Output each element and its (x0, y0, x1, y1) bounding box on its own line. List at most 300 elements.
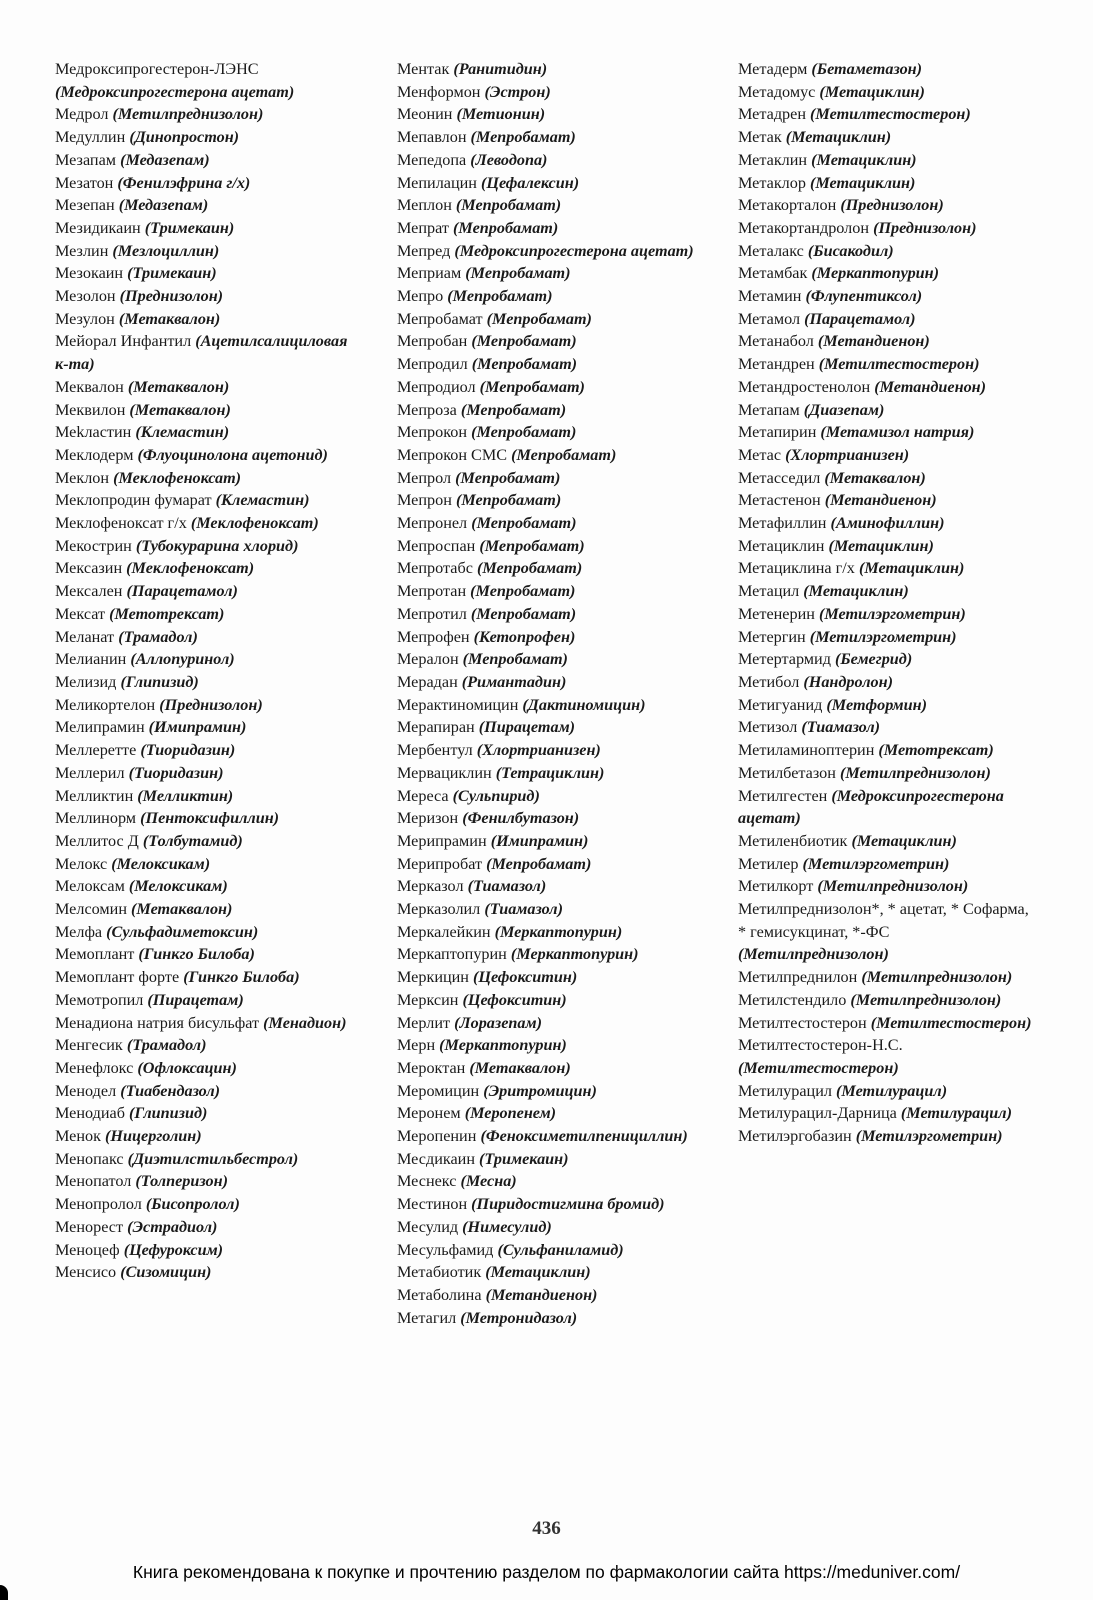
active-substance-ref: (Метионин) (456, 105, 546, 124)
drug-name: Мелокс (55, 854, 108, 873)
active-substance-ref: (Мепробамат) (455, 468, 561, 487)
drug-name: Метастенон (738, 491, 821, 510)
drug-name: Мепрат (397, 218, 449, 237)
dictionary-entry (397, 489, 697, 512)
drug-name: Мепротан (397, 582, 467, 601)
dictionary-entry (397, 1170, 697, 1193)
drug-name: Мепилацин (397, 173, 477, 192)
active-substance-ref: (Мепробамат) (511, 445, 617, 464)
active-substance-ref: (Мепробамат) (471, 332, 577, 351)
active-substance-ref: (Мепробамат) (471, 514, 577, 533)
drug-name: Меллитос Д (55, 831, 139, 850)
active-substance-ref: (Метациклин) (485, 1263, 591, 1282)
active-substance-ref: (Пирацетам) (478, 718, 576, 737)
dictionary-entry (397, 875, 697, 898)
drug-name: Мезокаин (55, 264, 124, 283)
dictionary-entry (397, 217, 697, 240)
active-substance-ref: (Метандиенон) (485, 1285, 598, 1304)
dictionary-column-3 (738, 58, 1038, 1148)
drug-name: Мелсомин (55, 900, 127, 919)
dictionary-entry (55, 1193, 355, 1216)
dictionary-entry (397, 421, 697, 444)
dictionary-entry (738, 103, 1038, 126)
active-substance-ref: (Хлортрианизен) (476, 741, 601, 760)
dictionary-entry (397, 1193, 697, 1216)
drug-name: Метамин (738, 287, 802, 306)
active-substance-ref: (Имипрамин) (148, 718, 247, 737)
dictionary-entry (55, 285, 355, 308)
active-substance-ref: (Меркаптопурин) (439, 1036, 567, 1055)
drug-name: Медуллин (55, 128, 126, 147)
active-substance-ref: (Тиоридазин) (128, 763, 224, 782)
drug-name: Мерксин (397, 990, 459, 1009)
drug-name: Меллинорм (55, 809, 137, 828)
drug-name: Меликортелон (55, 695, 156, 714)
dictionary-entry (738, 580, 1038, 603)
active-substance-ref: (Меропенем) (464, 1104, 557, 1123)
active-substance-ref: (Клемастин) (135, 423, 230, 442)
active-substance-ref: (Метаквалон) (127, 377, 230, 396)
dictionary-entry (55, 1216, 355, 1239)
drug-name: Мезепан (55, 196, 115, 215)
drug-name: Мепред (397, 241, 451, 260)
dictionary-entry (738, 172, 1038, 195)
dictionary-entry (738, 626, 1038, 649)
active-substance-ref: (Метформин) (826, 695, 927, 714)
drug-name: Мервациклин (397, 763, 492, 782)
active-substance-ref: (Метотрексат) (109, 604, 225, 623)
dictionary-entry (55, 512, 355, 535)
dictionary-entry (55, 240, 355, 263)
active-substance-ref: (Парацетамол) (804, 309, 916, 328)
active-substance-ref: (Глипизид) (129, 1104, 208, 1123)
dictionary-entry (738, 217, 1038, 240)
drug-name: Метадомус (738, 82, 816, 101)
drug-name: Метадерм (738, 60, 808, 78)
active-substance-ref: (Метамизол натрия) (820, 423, 975, 442)
drug-name: Мерапиран (397, 718, 475, 737)
drug-name: Меркицин (397, 968, 469, 987)
active-substance-ref: (Меркаптопурин) (494, 922, 623, 941)
active-substance-ref: (Метациклин) (819, 82, 925, 101)
dictionary-entry (55, 421, 355, 444)
drug-name: Ментак (397, 60, 450, 78)
dictionary-entry (55, 943, 355, 966)
active-substance-ref: (Офлоксацин) (137, 1058, 237, 1077)
active-substance-ref: (Медроксипрогестерона ацетат) (454, 241, 694, 260)
drug-name: Мемотропил (55, 990, 144, 1009)
drug-name: Мезатон (55, 173, 114, 192)
active-substance-ref: (Тиамазол) (484, 900, 563, 919)
dictionary-entry (397, 512, 697, 535)
corner-mark (0, 1585, 8, 1600)
active-substance-ref: (Ницерголин) (105, 1127, 202, 1146)
active-substance-ref: (Мепробамат) (471, 355, 578, 374)
drug-name: Мексат (55, 604, 106, 623)
drug-name: Менопролол (55, 1195, 142, 1214)
dictionary-entry (55, 739, 355, 762)
active-substance-ref: (Мепробамат) (447, 287, 553, 306)
drug-name: Меронем (397, 1104, 461, 1123)
dictionary-entry (738, 376, 1038, 399)
active-substance-ref: (Мепробамат) (455, 491, 562, 510)
active-substance-ref: (Фенилбутазон) (462, 809, 580, 828)
dictionary-entry (738, 1034, 1038, 1079)
dictionary-entry (55, 217, 355, 240)
dictionary-entry (55, 694, 355, 717)
dictionary-column-1 (55, 58, 355, 1284)
active-substance-ref: (Тетрациклин) (495, 763, 605, 782)
drug-name: Метибол (738, 672, 800, 691)
drug-name: Мепавлон (397, 128, 467, 147)
drug-name: Мезапам (55, 150, 117, 169)
drug-name: Метанабол (738, 332, 814, 351)
active-substance-ref: (Динопростон) (129, 128, 240, 147)
drug-name: Менсисо (55, 1263, 117, 1282)
drug-name: Мепедопа (397, 150, 467, 169)
active-substance-ref: (Тримекаин) (144, 218, 235, 237)
drug-name: Мезулон (55, 309, 115, 328)
drug-name: Метенерин (738, 604, 815, 623)
active-substance-ref: (Мелоксикам) (128, 877, 228, 896)
active-substance-ref: (Мелоксикам) (111, 854, 211, 873)
drug-name: Мелоксам (55, 877, 125, 896)
dictionary-entry (397, 81, 697, 104)
drug-name: Меквилон (55, 400, 126, 419)
dictionary-entry (55, 58, 355, 103)
active-substance-ref: (Бемегрид) (835, 650, 913, 669)
dictionary-entry (738, 671, 1038, 694)
drug-name: Метабиотик (397, 1263, 482, 1282)
footer-recommendation: Книга рекомендована к покупке и прочтению разделом по фармакологии сайта https://meduniver.com/ (132, 1562, 961, 1582)
dictionary-entry (55, 1261, 355, 1284)
drug-name: Мепрокон СМС (397, 445, 508, 464)
active-substance-ref: (Диазепам) (803, 400, 885, 419)
dictionary-entry (397, 353, 697, 376)
drug-name: Меквалон (55, 377, 124, 396)
active-substance-ref: (Метилтестостерон) (810, 105, 971, 124)
active-substance-ref: (Гинкго Билоба) (138, 945, 255, 964)
drug-name: Местинон (397, 1195, 468, 1214)
dictionary-entry (738, 489, 1038, 512)
dictionary-entry (55, 172, 355, 195)
dictionary-entry (55, 603, 355, 626)
dictionary-entry (738, 81, 1038, 104)
dictionary-entry (397, 58, 697, 81)
active-substance-ref: (Метаквалон) (824, 468, 926, 487)
dictionary-entry (55, 489, 355, 512)
active-substance-ref: (Мепробамат) (476, 559, 583, 578)
dictionary-entry (55, 330, 355, 375)
drug-name: Мепрол (397, 468, 452, 487)
dictionary-entry (55, 1239, 355, 1262)
dictionary-entry (55, 308, 355, 331)
dictionary-entry (397, 785, 697, 808)
dictionary-entry (55, 1102, 355, 1125)
active-substance-ref: (Эстрон) (484, 82, 551, 101)
dictionary-entry (738, 308, 1038, 331)
dictionary-entry (55, 966, 355, 989)
active-substance-ref: (Преднизолон) (159, 695, 263, 714)
drug-name: Мексазин (55, 559, 123, 578)
drug-name: Метергин (738, 627, 806, 646)
drug-name: Мералон (397, 650, 459, 669)
drug-name: Меклодерм (55, 445, 134, 464)
drug-name: Месулид (397, 1217, 459, 1236)
active-substance-ref: (Хлортрианизен) (785, 445, 910, 464)
active-substance-ref: (Мепробамат) (471, 423, 577, 442)
active-substance-ref: (Аллопуринол) (130, 650, 235, 669)
active-substance-ref: (Пентоксифиллин) (140, 809, 280, 828)
drug-name: Меплон (397, 196, 452, 215)
drug-name: Метилтестостерон-Н.С. (738, 1036, 903, 1055)
dictionary-entry (738, 694, 1038, 717)
dictionary-entry (397, 671, 697, 694)
drug-name: Месдикаин (397, 1149, 475, 1168)
dictionary-entry (397, 1080, 697, 1103)
drug-name: Метациклина г/х (738, 559, 855, 578)
active-substance-ref: (Преднизолон) (873, 218, 977, 237)
dictionary-entry (55, 535, 355, 558)
drug-name: Метигуанид (738, 695, 823, 714)
dictionary-entry (397, 762, 697, 785)
active-substance-ref: (Мепробамат) (470, 128, 576, 147)
dictionary-entry (738, 762, 1038, 785)
active-substance-ref: (Тиоридазин) (140, 741, 236, 760)
active-substance-ref: (Мепробамат) (462, 650, 568, 669)
dictionary-entry (397, 1239, 697, 1262)
active-substance-ref: (Метронидазол) (460, 1308, 578, 1327)
drug-name: Метилстендило (738, 990, 847, 1009)
active-substance-ref: (Имипрамин) (490, 831, 589, 850)
dictionary-entry (55, 580, 355, 603)
active-substance-ref: (Гинкго Билоба) (183, 968, 300, 987)
dictionary-entry (55, 830, 355, 853)
dictionary-entry (55, 785, 355, 808)
drug-name: Менодел (55, 1081, 117, 1100)
active-substance-ref: (Мепробамат) (470, 582, 576, 601)
dictionary-entry (55, 126, 355, 149)
active-substance-ref: (Пирацетам) (147, 990, 244, 1009)
drug-name: Мепро (397, 287, 444, 306)
drug-name: Мепроспан (397, 536, 476, 555)
active-substance-ref: (Меклофеноксат) (190, 514, 319, 533)
active-substance-ref: (Метациклин) (851, 831, 957, 850)
active-substance-ref: (Метотрексат) (878, 741, 994, 760)
active-substance-ref: (Тримекаин) (127, 264, 217, 283)
drug-name: Менадиона натрия бисульфат (55, 1013, 260, 1032)
drug-name: Мепробамат (397, 309, 483, 328)
dictionary-entry (397, 853, 697, 876)
dictionary-entry (397, 807, 697, 830)
drug-name: Мелликтин (55, 786, 134, 805)
active-substance-ref: (Метандиенон) (817, 332, 930, 351)
dictionary-entry (55, 467, 355, 490)
dictionary-entry (397, 399, 697, 422)
dictionary-entry (55, 716, 355, 739)
drug-name: Метилтестостерон (738, 1013, 867, 1032)
dictionary-entry (397, 1307, 697, 1330)
active-substance-ref: (Преднизолон) (119, 287, 224, 306)
active-substance-ref: (Трамадол) (118, 627, 198, 646)
dictionary-entry (55, 875, 355, 898)
active-substance-ref: (Медроксипрогестерона ацетат) (55, 82, 295, 101)
dictionary-entry (397, 1261, 697, 1284)
drug-name: Медроксипрогестерон-ЛЭНС (55, 60, 259, 78)
drug-name: Мероктан (397, 1058, 466, 1077)
active-substance-ref: (Метилтестостерон) (818, 355, 980, 374)
drug-name: Метиламиноптерин (738, 741, 875, 760)
active-substance-ref: (Метилпреднизолон) (817, 877, 969, 896)
active-substance-ref: (Дактиномицин) (522, 695, 646, 714)
active-substance-ref: (Месна) (460, 1172, 517, 1191)
drug-name: Метандрен (738, 355, 815, 374)
drug-name: Мерлит (397, 1013, 451, 1032)
dictionary-entry (397, 240, 697, 263)
drug-name: Меkластин (55, 423, 132, 442)
dictionary-entry (55, 1034, 355, 1057)
dictionary-entry (397, 126, 697, 149)
active-substance-ref: (Флупентиксол) (805, 287, 923, 306)
dictionary-entry (397, 603, 697, 626)
dictionary-entry (738, 399, 1038, 422)
dictionary-entry (738, 989, 1038, 1012)
drug-name: Метаклин (738, 150, 808, 169)
drug-name: Мепротабс (397, 559, 473, 578)
drug-name: Меркалейкин (397, 922, 491, 941)
dictionary-entry (738, 467, 1038, 490)
dictionary-entry (397, 1012, 697, 1035)
dictionary-entry (738, 1125, 1038, 1148)
dictionary-entry (397, 557, 697, 580)
active-substance-ref: (Меклофеноксат) (113, 468, 242, 487)
dictionary-entry (397, 194, 697, 217)
active-substance-ref: (Лоразепам) (454, 1013, 542, 1032)
drug-name: Меклопродин фумарат (55, 491, 212, 510)
drug-name: Метамбак (738, 264, 808, 283)
active-substance-ref: (Тубокурарина хлорид) (135, 536, 299, 555)
active-substance-ref: (Тиабендазол) (120, 1081, 221, 1100)
dictionary-entry (397, 1034, 697, 1057)
dictionary-entry (738, 353, 1038, 376)
drug-name: Мепрофен (397, 627, 470, 646)
active-substance-ref: (Медазепам) (120, 150, 210, 169)
dictionary-entry (738, 330, 1038, 353)
active-substance-ref: (Бетаметазон) (811, 60, 923, 78)
active-substance-ref: (Ацетилсалициловая к-та) (55, 332, 348, 374)
active-substance-ref: (Метилпреднизолон) (112, 105, 264, 124)
active-substance-ref: (Метилурацил) (900, 1104, 1012, 1123)
active-substance-ref: (Мезлоциллин) (112, 241, 220, 260)
dictionary-entry (397, 694, 697, 717)
drug-name: Мепродиол (397, 377, 476, 396)
dictionary-entry (55, 1012, 355, 1035)
dictionary-entry (738, 739, 1038, 762)
dictionary-entry (738, 830, 1038, 853)
drug-name: Метадрен (738, 105, 806, 124)
dictionary-entry (397, 966, 697, 989)
active-substance-ref: (Метилэргометрин) (809, 627, 957, 646)
active-substance-ref: (Сульфадиметоксин) (106, 922, 259, 941)
drug-name: Мепронел (397, 514, 468, 533)
dictionary-entry (55, 853, 355, 876)
drug-name: Меснекс (397, 1172, 457, 1191)
drug-name: Метамол (738, 309, 801, 328)
drug-name: Мереса (397, 786, 449, 805)
drug-name: Мезолон (55, 287, 116, 306)
dictionary-entry (397, 1125, 697, 1148)
dictionary-entry (397, 648, 697, 671)
active-substance-ref: (Медазепам) (118, 196, 209, 215)
dictionary-entry (55, 898, 355, 921)
drug-name: Метак (738, 128, 782, 147)
drug-name: Меланат (55, 627, 115, 646)
active-substance-ref: (Нандролон) (803, 672, 893, 691)
drug-name: Металакс (738, 241, 804, 260)
dictionary-entry (55, 1170, 355, 1193)
drug-name: Мелфа (55, 922, 103, 941)
active-substance-ref: (Диэтилстильбестрол) (127, 1149, 299, 1168)
active-substance-ref: (Цефалексин) (481, 173, 580, 192)
active-substance-ref: (Толбутамид) (142, 831, 243, 850)
active-substance-ref: (Мелликтин) (137, 786, 234, 805)
active-substance-ref: (Преднизолон) (840, 196, 944, 215)
dictionary-entry (397, 626, 697, 649)
drug-name: Метилкорт (738, 877, 814, 896)
drug-name: Мексален (55, 582, 123, 601)
drug-name: Мемоплант (55, 945, 135, 964)
drug-name: Мерактиномицин (397, 695, 519, 714)
dictionary-entry (397, 989, 697, 1012)
drug-name: Метертармид (738, 650, 831, 669)
dictionary-entry (55, 149, 355, 172)
active-substance-ref: (Метациклин) (858, 559, 965, 578)
dictionary-entry (55, 444, 355, 467)
active-substance-ref: (Трамадол) (126, 1036, 207, 1055)
drug-name: Мейорал Инфантил (55, 332, 192, 351)
dictionary-entry (738, 262, 1038, 285)
dictionary-entry (55, 376, 355, 399)
dictionary-entry (397, 921, 697, 944)
dictionary-entry (55, 989, 355, 1012)
active-substance-ref: (Метилэргометрин) (855, 1127, 1003, 1146)
active-substance-ref: (Сизомицин) (120, 1263, 212, 1282)
drug-name: Менгесик (55, 1036, 123, 1055)
dictionary-entry (397, 1148, 697, 1171)
drug-name: Медрол (55, 105, 109, 124)
drug-name: Мепроза (397, 400, 457, 419)
active-substance-ref: (Клемастин) (215, 491, 310, 510)
drug-name: Мезлин (55, 241, 109, 260)
dictionary-entry (55, 194, 355, 217)
dictionary-entry (55, 626, 355, 649)
dictionary-entry (738, 603, 1038, 626)
drug-name: Метакорталон (738, 196, 837, 215)
drug-name: Метандростенолон (738, 377, 871, 396)
dictionary-entry (397, 376, 697, 399)
active-substance-ref: (Метациклин) (828, 536, 934, 555)
drug-name: Метилпреднилон (738, 968, 858, 987)
active-substance-ref: (Парацетамол) (126, 582, 238, 601)
dictionary-entry (738, 648, 1038, 671)
active-substance-ref: (Цефуроксим) (123, 1240, 224, 1259)
dictionary-entry (738, 785, 1038, 830)
active-substance-ref: (Метаквалон) (129, 400, 231, 419)
drug-name: Метапам (738, 400, 800, 419)
dictionary-entry (397, 444, 697, 467)
dictionary-entry (738, 240, 1038, 263)
active-substance-ref: (Аминофиллин) (830, 514, 945, 533)
